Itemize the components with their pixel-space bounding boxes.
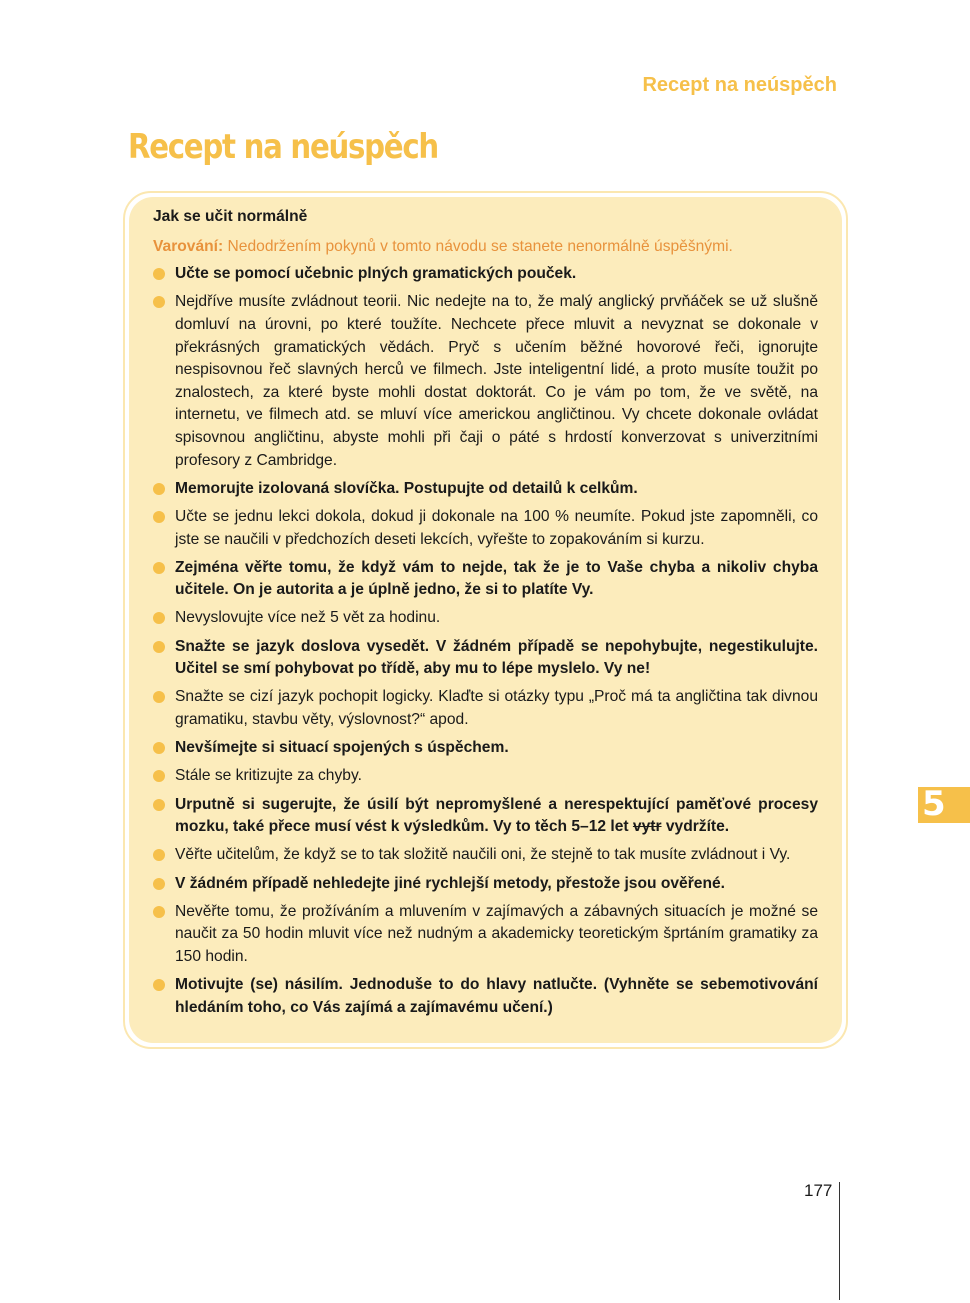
list-item <box>153 636 818 681</box>
bullet-icon <box>153 268 165 280</box>
bullet-icon <box>153 799 165 811</box>
list-item <box>153 844 818 867</box>
list-item-text: Nevěřte tomu, že prožíváním a mluvením v zajímavých a zábavných situacích je možné se naučit za 50 hodin mluvit více než nudným a akademicky teoretickým šprtáním gramatiky za 150 hodin. <box>175 902 818 965</box>
list-item <box>153 794 818 839</box>
list-item <box>153 686 818 731</box>
bullet-icon <box>153 612 165 624</box>
page-number-rule <box>839 1182 840 1300</box>
bullet-icon <box>153 296 165 308</box>
box-title: Jak se učit normálně <box>153 208 308 225</box>
list-item-text: Stále se kritizujte za chyby. <box>175 767 362 785</box>
struck-text: vytr <box>632 818 662 836</box>
bullet-icon <box>153 849 165 861</box>
page-number: 177 <box>804 1181 833 1200</box>
list-item-text: Nevšímejte si situací spojených s úspěchem. <box>175 739 509 757</box>
list-item <box>153 506 818 551</box>
bullet-icon <box>153 511 165 523</box>
list-item-text: Urputně si sugerujte, že úsilí být nepromyšlené a nerespektující paměťové procesy mozku, také přece musí vést k výsledkům. Vy to těch 5–12 let <box>175 795 818 836</box>
tip-box <box>129 197 842 1043</box>
list-item-text: Zejména věřte tomu, že když vám to nejde, tak že je to Vaše chyba a nikoliv chyba učitele. On je autorita a je úplně jedno, že si to platíte Vy. <box>175 558 818 599</box>
bullet-icon <box>153 483 165 495</box>
list-item <box>153 873 818 896</box>
chapter-number: 5 <box>922 784 946 824</box>
bullet-icon <box>153 770 165 782</box>
warning-text: Nedodržením pokynů v tomto návodu se stanete nenormálně úspěšnými. <box>223 237 733 255</box>
bullet-icon <box>153 562 165 574</box>
bullet-icon <box>153 878 165 890</box>
list-item-text: Snažte se cizí jazyk pochopit logicky. Klaďte si otázky typu „Proč má ta angličtina tak divnou gramatiku, stavbu věty, výslovnost?“ apod. <box>175 688 818 729</box>
list-item-text: Věřte učitelům, že když se to tak složitě naučili oni, že stejně to tak musíte zvládnout i Vy. <box>175 846 791 864</box>
list-item-text: Memorujte izolovaná slovíčka. Postupujte od detailů k celkům. <box>175 479 638 497</box>
list-item <box>153 263 818 286</box>
list-item-text-end: vydržíte. <box>661 818 730 836</box>
list-item <box>153 901 818 969</box>
list-item-text: Nevyslovujte více než 5 vět za hodinu. <box>175 609 441 627</box>
chapter-tab <box>918 784 970 824</box>
list-item-text: Motivujte (se) násilím. Jednoduše to do hlavy natlučte. (Vyhněte se sebemotivování hledáním toho, co Vás zajímá a zajímavému učení.) <box>175 976 818 1016</box>
list-item-text: V žádném případě nehledejte jiné rychlejší metody, přestože jsou ověřené. <box>175 874 725 892</box>
warning-label: Varování: <box>153 237 224 255</box>
page-title: Recept na neúspěch <box>128 127 438 167</box>
bullet-icon <box>153 641 165 653</box>
bullet-icon <box>153 979 165 991</box>
list-item <box>153 291 818 472</box>
list-item <box>153 557 818 602</box>
list-item-text: Snažte se jazyk doslova vysedět. V žádném případě se nepohybujte, negestikulujte. Učitel se smí pohybovat po třídě, aby mu to lépe myslelo. Vy ne! <box>175 637 818 678</box>
running-head: Recept na neúspěch <box>642 74 837 96</box>
bullet-icon <box>153 742 165 754</box>
list-item <box>153 737 818 760</box>
list-item-text: Učte se pomocí učebnic plných gramatických pouček. <box>175 265 577 283</box>
list-item <box>153 974 818 1019</box>
warning-line <box>153 236 818 259</box>
list-item <box>153 478 818 501</box>
list-item-text: Učte se jednu lekci dokola, dokud ji dokonale na 100 % neumíte. Pokud jste zapomněli, co jste se naučili v předchozích deseti lekcích, vyřešte to zopakováním si kurzu. <box>175 507 818 548</box>
bullet-icon <box>153 906 165 918</box>
rule-list <box>153 263 818 1019</box>
bullet-icon <box>153 691 165 703</box>
list-item <box>153 765 818 788</box>
list-item-text: Nejdříve musíte zvládnout teorii. Nic nedejte na to, že malý anglický prvňáček se už slušně domluví na úrovni, po které toužíte. Nechcete přece mluvit a nevyznat se dokonale v překrásných gramatických vědách. Pryč s učením běžné hovorové řeči, ignorujte nespisovnou řeč slavných herců ve filmech. Jste inteligentní lidé, a proto musíte toužit po znalostech, za které byste mohli dostat doktorát. Co je vám po tom, že ve světě, na internetu, ve filmech atd. se mluví více americkou angličtinou. Vy chcete dokonale ovládat spisovnou angličtinu, abyste mohli při čaji o páté s hrdostí konverzovat s univerzitními profesory z Cambridge. <box>175 293 818 469</box>
list-item <box>153 607 818 630</box>
